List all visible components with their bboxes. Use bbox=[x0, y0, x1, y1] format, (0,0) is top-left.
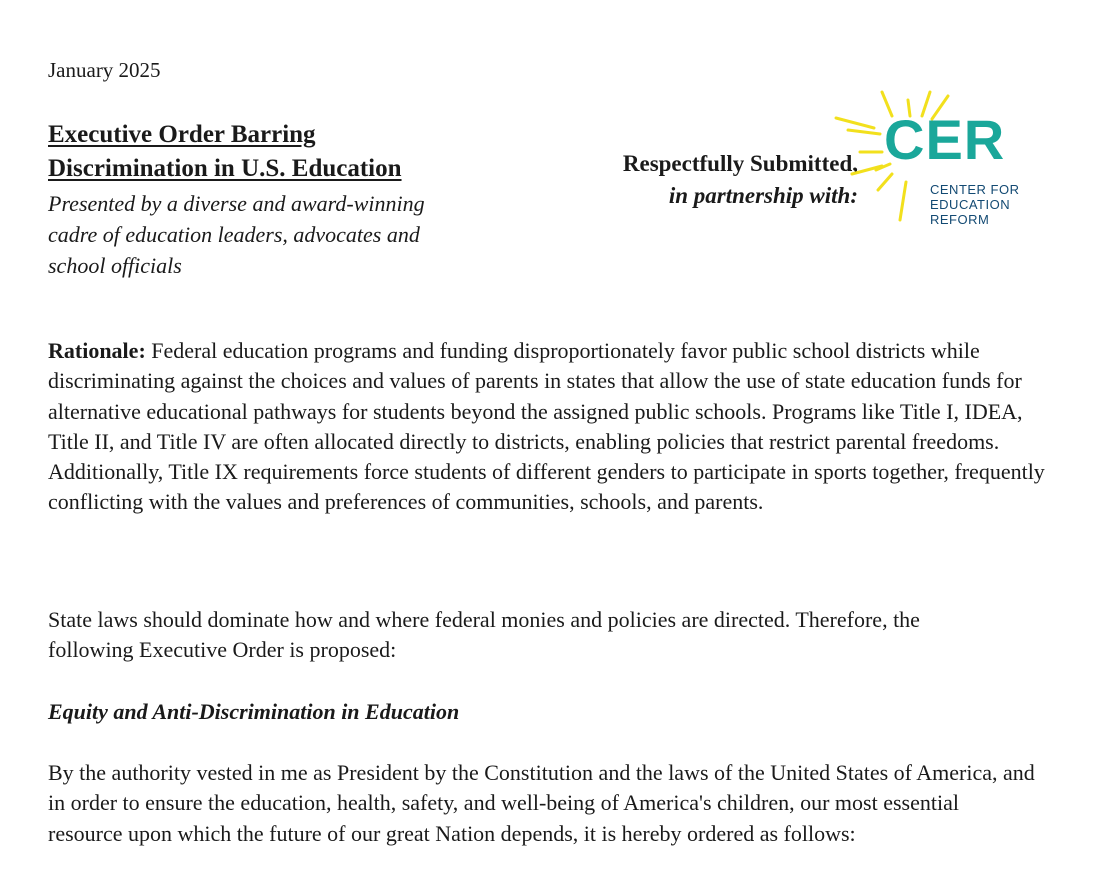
subtitle-line-2: cadre of education leaders, advocates and bbox=[48, 222, 420, 247]
logo-text-line-3: REFORM bbox=[930, 212, 990, 227]
logo-text-line-1: CENTER FOR bbox=[930, 182, 1020, 197]
cer-logo bbox=[830, 86, 1030, 236]
authority-paragraph: By the authority vested in me as President by the Constitution and the laws of the United States of America, and in order to ensure the education, health, safety, and well-being of America's children, our most essential resource upon which the future of our great Nation depends, it is hereby ordered as follows: bbox=[48, 760, 1035, 846]
logo-text-line-2: EDUCATION bbox=[930, 197, 1011, 212]
state-laws-paragraph: State laws should dominate how and where federal monies and policies are directed. Therefore, the following Executive Order is proposed: bbox=[48, 607, 920, 663]
subtitle-line-3: school officials bbox=[48, 253, 182, 278]
document-title-line-2: Discrimination in U.S. Education bbox=[48, 155, 402, 182]
rationale-text: Federal education programs and funding disproportionately favor public school districts while discriminating against the choices and values of parents in states that allow the use of state education funds for alternative educational pathways for students beyond the assigned public schools. Programs like Title I, IDEA, Title II, and Title IV are often allocated directly to districts, enabling policies that restrict parental freedoms. Additionally, Title IX requirements force students of different genders to participate in sports together, frequently conflicting with the values and preferences of communities, schools, and parents. bbox=[48, 338, 1045, 515]
submitted-line-1: Respectfully Submitted, bbox=[622, 151, 858, 176]
submitted-block bbox=[540, 148, 858, 212]
section-heading: Equity and Anti-Discrimination in Education bbox=[48, 699, 460, 724]
subtitle-line-1: Presented by a diverse and award-winning bbox=[48, 191, 425, 216]
rationale-label: Rationale: bbox=[48, 338, 146, 363]
title-block bbox=[48, 118, 488, 281]
document-title-line-1: Executive Order Barring bbox=[48, 121, 316, 148]
document-date: January 2025 bbox=[48, 58, 161, 82]
submitted-line-2: in partnership with: bbox=[668, 183, 858, 208]
rationale-paragraph bbox=[48, 336, 1058, 518]
logo-mark: CER bbox=[884, 108, 1006, 171]
